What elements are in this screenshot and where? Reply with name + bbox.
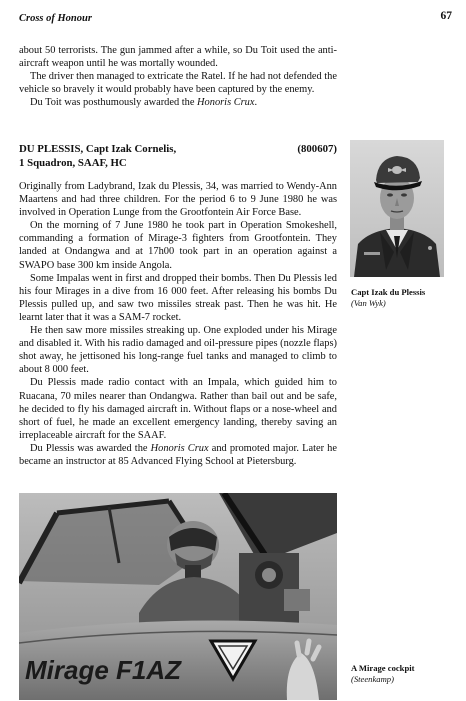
entry-heading	[19, 143, 337, 170]
award-suffix: and promoted major. Later he became an instructor at 85 Advanced Flying School at Pietersburg.	[19, 442, 337, 467]
paragraph: Du Plessis made radio contact with an Impala, which guided him to Ruacana, 70 miles nearer than Ondangwa. Rather than bail out and be safe, he decided to fly his damaged aircraft in. Without flaps or a nose-wheel and short of fuel, he made an excellent emergency landing, thereby saving an irreplaceable aircraft for the SAAF.	[19, 377, 337, 441]
entry-unit: 1 Squadron, SAAF, HC	[19, 156, 127, 169]
paragraph: Some Impalas went in first and dropped their bombs. Then Du Plessis led his four Mirages in a dive from 16 000 feet. After releasing his bombs Du Plessis pulled up, and saw two missiles streak past. Then he was hit. He learnt later that it was a SAM-7 rocket.	[19, 272, 337, 323]
paragraph: On the morning of 7 June 1980 he took part in Operation Smokeshell, commanding a formation of Mirage-3 fighters from Grootfontein. They landed at Ondangwa and at 17h00 took part in an operation against a SWAPO base 300 km inside Angola.	[19, 220, 337, 271]
previous-entry-text	[19, 44, 337, 109]
page-number: 67	[440, 10, 452, 22]
paragraph: He then saw more missiles streaking up. One exploded under his Mirage and disabled it. With his radio damaged and oil-pressure pipes (nozzle flaps) shot away, he jettisoned his long-range fuel tanks and managed to climb to about 8 000 feet.	[19, 325, 337, 376]
service-number: (800607)	[297, 143, 337, 155]
portrait-caption	[351, 287, 461, 308]
award-prefix: Du Plessis was awarded the	[30, 442, 151, 454]
cockpit-image	[19, 493, 337, 700]
entry-name: DU PLESSIS, Capt Izak Cornelis,	[19, 143, 177, 155]
award-paragraph	[19, 442, 337, 468]
fuselage-lettering: Mirage F1AZ	[25, 655, 182, 685]
cockpit-caption-text: A Mirage cockpit	[351, 663, 415, 673]
paragraph: Originally from Ladybrand, Izak du Plessis, 34, was married to Wendy-Ann Maartens and had three children. For the period 6 to 9 June 1980 he was involved in Operation Lunge from the Grootfontein Air Force Base.	[19, 181, 337, 219]
entry-body	[19, 180, 337, 468]
portrait-photo	[350, 140, 444, 277]
paragraph: about 50 terrorists. The gun jammed after a while, so Du Toit used the anti-aircraft weapon until he was mortally wounded.	[19, 45, 337, 70]
portrait-caption-name: Capt Izak du Plessis	[351, 287, 426, 297]
award-suffix: .	[254, 97, 258, 109]
paragraph: The driver then managed to extricate the Ratel. If he had not defended the vehicle so bravely it would probably have been captured by the enemy.	[19, 71, 337, 96]
cockpit-caption-credit: (Steenkamp)	[351, 673, 394, 684]
cockpit-photo	[19, 493, 337, 700]
portrait-image	[350, 140, 444, 277]
cockpit-caption	[351, 663, 461, 684]
award-name: Honoris Crux	[197, 97, 255, 109]
award-prefix: Du Toit was posthumously awarded the	[30, 97, 198, 109]
award-paragraph	[19, 96, 337, 109]
award-name: Honoris Crux	[150, 442, 209, 454]
portrait-caption-credit: (Van Wyk)	[351, 297, 386, 308]
running-header	[19, 10, 452, 27]
running-title: Cross of Honour	[19, 13, 92, 24]
